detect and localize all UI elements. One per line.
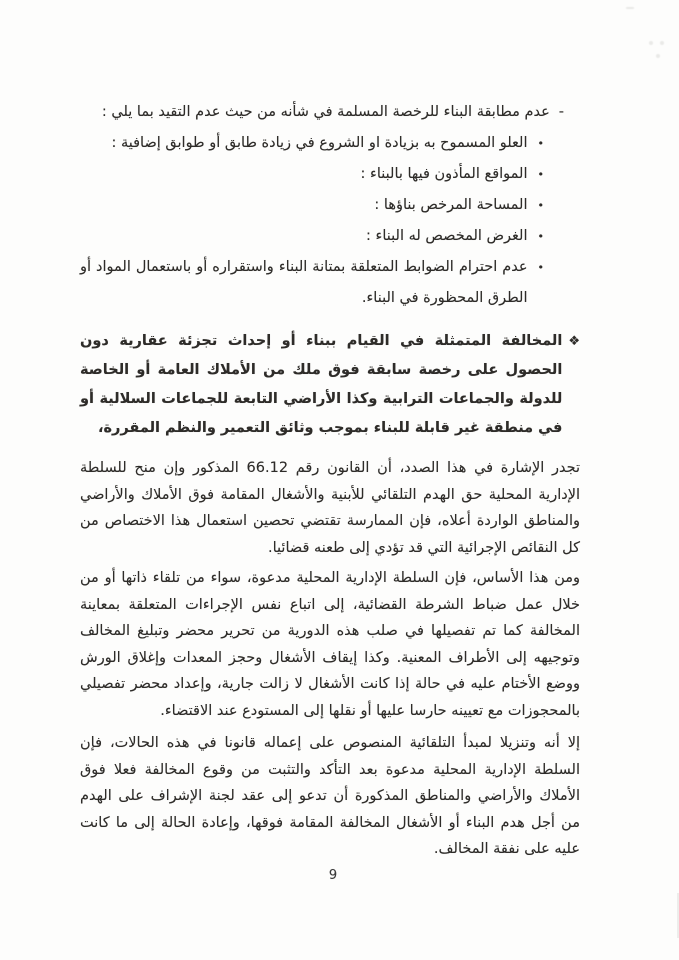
bullet-icon: • <box>537 137 544 150</box>
list-item-text: المساحة المرخص بناؤها : <box>374 197 528 213</box>
highlighted-paragraph-text: المخالفة المتمثلة في القيام ببناء أو إحداث تجزئة عقارية دون الحصول على رخصة سابقة فوق ملك من الأملاك العامة أو الخاصة للدولة والجماعات الترابية وكذا الأراضي التابعة للجماعات السلالية أو في منطقة غير قابلة للبناء بموجب وثائق التعمير والنظم المقررة، <box>80 333 563 436</box>
highlighted-paragraph <box>80 327 580 443</box>
list-item-text: عدم احترام الضوابط المتعلقة بمتانة البناء واستقراره أو باستعمال المواد أو الطرق المحظورة في البناء. <box>80 259 528 306</box>
bullet-list <box>80 128 544 314</box>
list-item-text: العلو المسموح به بزيادة او الشروع في زيادة طابق أو طوابق إضافية : <box>111 135 528 151</box>
list-item <box>80 221 544 252</box>
list-item <box>80 190 544 221</box>
list-item <box>80 252 544 314</box>
page-number: 9 <box>328 868 338 883</box>
list-intro-text: عدم مطابقة البناء للرخصة المسلمة في شأنه من حيث عدم التقيد بما يلي : <box>101 104 550 120</box>
bullet-icon: • <box>537 199 544 212</box>
paragraph: ومن هذا الأساس، فإن السلطة الإدارية المحلية مدعوة، سواء من تلقاء ذاتها أو من خلال عمل ضباط الشرطة القضائية، إلى اتباع نفس الإجراءات المتعلقة بمعاينة المخالفة كما تم تفصيلها في صلب هذه الدورية من تحرير محضر وتبليغ المخالف وتوجيهه إلى الأطراف المعنية. وكذا إيقاف الأشغال وحجز المعدات وإغلاق الورش ووضع الأختام عليه في حالة إذا كانت الأشغال لا زالت جارية، وإعداد محضر تفصيلي بالمحجوزات مع تعيينه حارسا عليها أو نقلها إلى المستودع عند الاقتضاء. <box>80 570 580 719</box>
list-item-text: المواقع المأذون فيها بالبناء : <box>360 166 528 182</box>
list-item <box>80 128 544 159</box>
bullet-icon: • <box>537 261 544 274</box>
bullet-icon: • <box>537 230 544 243</box>
diamond-icon: ❖ <box>568 334 580 349</box>
paragraph: إلا أنه وتنزيلا لمبدأ التلقائية المنصوص على إعماله قانونا في هذه الحالات، فإن السلطة الإدارية المحلية مدعوة بعد التأكد والتثبت من وقوع المخالفة فعلا فوق الأملاك والأراضي والمناطق المذكورة أن تدعو إلى عقد لجنة الإشراف على الهدم من أجل هدم البناء أو الأشغال المخالفة المقامة فوقها، وإعادة الحالة إلى ما كانت عليه على نفقة المخالف. <box>80 735 580 857</box>
bullet-icon: • <box>537 168 544 181</box>
list-intro <box>80 97 564 127</box>
paragraph: تجدر الإشارة في هذا الصدد، أن القانون رقم 66.12 المذكور وإن منح للسلطة الإدارية المحلية حق الهدم التلقائي للأبنية والأشغال المقامة فوق الأملاك والأراضي والمناطق الواردة أعلاه، فإن الممارسة تقتضي تحصين استعمال هذا الاختصاص من كل النقائص الإجرائية التي قد تؤدي إلى طعنه قضائيا. <box>80 460 580 556</box>
list-item-text: الغرض المخصص له البناء : <box>366 228 528 244</box>
list-item <box>80 159 544 190</box>
dash-icon: - <box>558 104 564 120</box>
